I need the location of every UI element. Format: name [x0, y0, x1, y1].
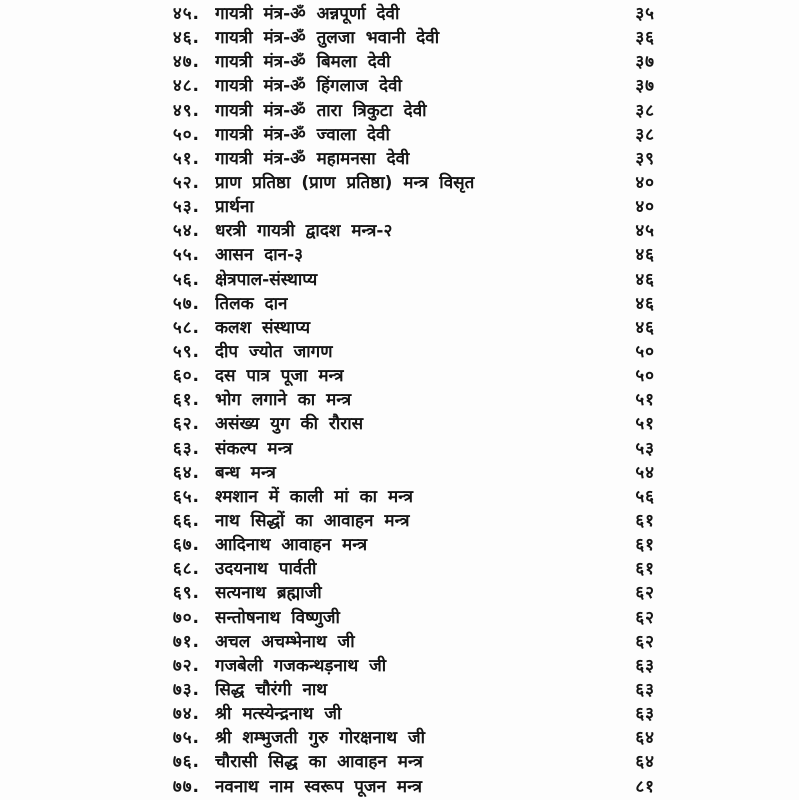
- entry-page-number: ३८: [635, 124, 655, 145]
- toc-row: [0, 171, 799, 195]
- entry-title: कलश संस्थाप्य: [215, 317, 311, 338]
- entry-title: गजबेली गजकन्थड़नाथ जी: [215, 655, 387, 676]
- entry-title: आदिनाथ आवाहन मन्त्र: [215, 535, 368, 556]
- entry-page-number: ६२: [635, 583, 655, 604]
- toc-row: [0, 654, 799, 678]
- entry-title: धरत्री गायत्री द्वादश मन्त्र-२: [215, 221, 393, 242]
- entry-title: प्रार्थना: [215, 197, 254, 218]
- entry-title: गायत्री मंत्र-ॐ बिमला देवी: [215, 52, 391, 73]
- entry-title: गायत्री मंत्र-ॐ महामनसा देवी: [215, 148, 410, 169]
- entry-page-number: ३७: [635, 76, 655, 97]
- toc-row: [0, 630, 799, 654]
- entry-number: ७३.: [172, 680, 200, 700]
- entry-page-number: ६१: [635, 535, 655, 556]
- entry-page-number: ३६: [635, 28, 655, 49]
- toc-row: [0, 268, 799, 292]
- entry-title: नाथ सिद्धों का आवाहन मन्त्र: [215, 511, 410, 532]
- toc-row: [0, 243, 799, 267]
- entry-number: ६३.: [172, 438, 200, 459]
- toc-row: [0, 99, 799, 123]
- entry-title: चौरासी सिद्ध का आवाहन मन्त्र: [215, 752, 423, 773]
- toc-row: [0, 750, 799, 774]
- entry-page-number: ६४: [635, 752, 655, 773]
- entry-number: ६२.: [172, 414, 200, 435]
- toc-row: [0, 123, 799, 147]
- toc-row: [0, 26, 799, 50]
- toc-row: [0, 437, 799, 461]
- entry-title: क्षेत्रपाल-संस्थाप्य: [215, 269, 318, 290]
- entry-page-number: ८१: [635, 776, 655, 797]
- toc-row: [0, 678, 799, 702]
- toc-row: [0, 2, 799, 26]
- entry-page-number: ६४: [635, 728, 655, 749]
- entry-page-number: ६२: [635, 607, 655, 628]
- entry-title: भोग लगाने का मन्त्र: [215, 390, 352, 411]
- toc-row: [0, 702, 799, 726]
- entry-title: प्राण प्रतिष्ठा (प्राण प्रतिष्ठा) मन्त्र विसृत: [215, 173, 475, 194]
- entry-page-number: ५१: [635, 390, 655, 411]
- entry-title: गायत्री मंत्र-ॐ हिंगलाज देवी: [215, 76, 402, 97]
- entry-title: अचल अचम्भेनाथ जी: [215, 631, 355, 652]
- entry-title: सिद्ध चौरंगी नाथ: [215, 680, 328, 700]
- entry-page-number: ४५: [635, 221, 655, 242]
- toc-row: [0, 340, 799, 364]
- toc-row: [0, 485, 799, 509]
- entry-number: ५६.: [172, 269, 200, 290]
- toc-row: [0, 316, 799, 340]
- toc-row: [0, 364, 799, 388]
- entry-page-number: ६३: [635, 704, 655, 725]
- entry-number: ५५.: [172, 245, 200, 266]
- entry-number: ५९.: [172, 342, 200, 363]
- entry-number: ५४.: [172, 221, 200, 242]
- entry-number: ६०.: [172, 366, 200, 387]
- entry-number: ६८.: [172, 559, 200, 580]
- entry-number: ७५.: [172, 728, 200, 749]
- toc-row: [0, 533, 799, 557]
- entry-title: तिलक दान: [215, 293, 288, 314]
- entry-number: ७१.: [172, 631, 200, 652]
- entry-number: ४५.: [172, 4, 200, 25]
- entry-number: ६५.: [172, 486, 200, 507]
- entry-number: ४९.: [172, 100, 200, 121]
- entry-number: ४६.: [172, 28, 200, 49]
- entry-title: आसन दान-३: [215, 245, 303, 266]
- entry-page-number: ५०: [635, 342, 655, 363]
- entry-title: गायत्री मंत्र-ॐ तुलजा भवानी देवी: [215, 28, 440, 49]
- entry-page-number: ६१: [635, 559, 655, 580]
- entry-title: उदयनाथ पार्वती: [215, 559, 317, 580]
- entry-title: श्री मत्स्येन्द्रनाथ जी: [215, 704, 342, 725]
- entry-number: ५७.: [172, 293, 200, 314]
- entry-number: ७६.: [172, 752, 200, 773]
- toc-row: [0, 388, 799, 412]
- toc-row: [0, 581, 799, 605]
- entry-title: नवनाथ नाम स्वरूप पूजन मन्त्र: [215, 776, 422, 797]
- entry-number: ५३.: [172, 197, 200, 218]
- toc-row: [0, 775, 799, 799]
- toc-row: [0, 219, 799, 243]
- entry-number: ५८.: [172, 317, 200, 338]
- toc-row: [0, 509, 799, 533]
- toc-row: [0, 726, 799, 750]
- toc-row: [0, 606, 799, 630]
- toc-row: [0, 412, 799, 436]
- entry-number: ४७.: [172, 52, 200, 73]
- entry-number: ५०.: [172, 124, 200, 145]
- entry-page-number: ५१: [635, 414, 655, 435]
- entry-page-number: ३५: [635, 4, 655, 25]
- entry-number: ४८.: [172, 76, 200, 97]
- entry-title: सन्तोषनाथ विष्णुजी: [215, 607, 340, 628]
- entry-page-number: ३९: [635, 148, 655, 169]
- entry-title: गायत्री मंत्र-ॐ ज्वाला देवी: [215, 124, 390, 145]
- entry-page-number: ५६: [635, 486, 655, 507]
- entry-page-number: ५३: [635, 438, 655, 459]
- entry-number: ७७.: [172, 776, 200, 797]
- entry-page-number: ४६: [635, 317, 655, 338]
- entry-page-number: ६२: [635, 631, 655, 652]
- entry-number: ५१.: [172, 148, 200, 169]
- entry-page-number: ५०: [635, 366, 655, 387]
- entry-page-number: ४६: [635, 269, 655, 290]
- entry-page-number: ४६: [635, 245, 655, 266]
- entry-number: ६४.: [172, 462, 200, 483]
- entry-page-number: ६१: [635, 511, 655, 532]
- entry-title: बन्ध मन्त्र: [215, 462, 276, 483]
- entry-title: सत्यनाथ ब्रह्माजी: [215, 583, 322, 604]
- entry-number: ६९.: [172, 583, 200, 604]
- entry-page-number: ३७: [635, 52, 655, 73]
- entry-number: ६७.: [172, 535, 200, 556]
- entry-title: संकल्प मन्त्र: [215, 438, 293, 459]
- toc-row: [0, 557, 799, 581]
- toc-row: [0, 50, 799, 74]
- toc-row: [0, 195, 799, 219]
- toc-row: [0, 74, 799, 98]
- entry-number: ५२.: [172, 173, 200, 194]
- entry-page-number: ५४: [635, 462, 655, 483]
- toc-row: [0, 292, 799, 316]
- entry-page-number: ४०: [635, 173, 655, 194]
- entry-page-number: ४६: [635, 293, 655, 314]
- entry-title: श्मशान में काली मां का मन्त्र: [215, 486, 414, 507]
- entry-number: ६६.: [172, 511, 200, 532]
- entry-page-number: ३८: [635, 100, 655, 121]
- entry-title: गायत्री मंत्र-ॐ तारा त्रिकुटा देवी: [215, 100, 427, 121]
- entry-title: श्री शम्भुजती गुरु गोरक्षनाथ जी: [215, 728, 426, 749]
- entry-number: ७४.: [172, 704, 200, 725]
- entry-page-number: ४०: [635, 197, 655, 218]
- entry-number: ७०.: [172, 607, 200, 628]
- entry-title: दस पात्र पूजा मन्त्र: [215, 366, 344, 387]
- entry-title: गायत्री मंत्र-ॐ अन्नपूर्णा देवी: [215, 4, 400, 25]
- entry-page-number: ६३: [635, 655, 655, 676]
- toc-list: [0, 2, 799, 799]
- entry-page-number: ६३: [635, 680, 655, 700]
- entry-title: दीप ज्योत जागण: [215, 342, 333, 363]
- entry-number: ७२.: [172, 655, 200, 676]
- entry-title: असंख्य युग की रौरास: [215, 414, 364, 435]
- toc-row: [0, 461, 799, 485]
- toc-row: [0, 147, 799, 171]
- entry-number: ६१.: [172, 390, 200, 411]
